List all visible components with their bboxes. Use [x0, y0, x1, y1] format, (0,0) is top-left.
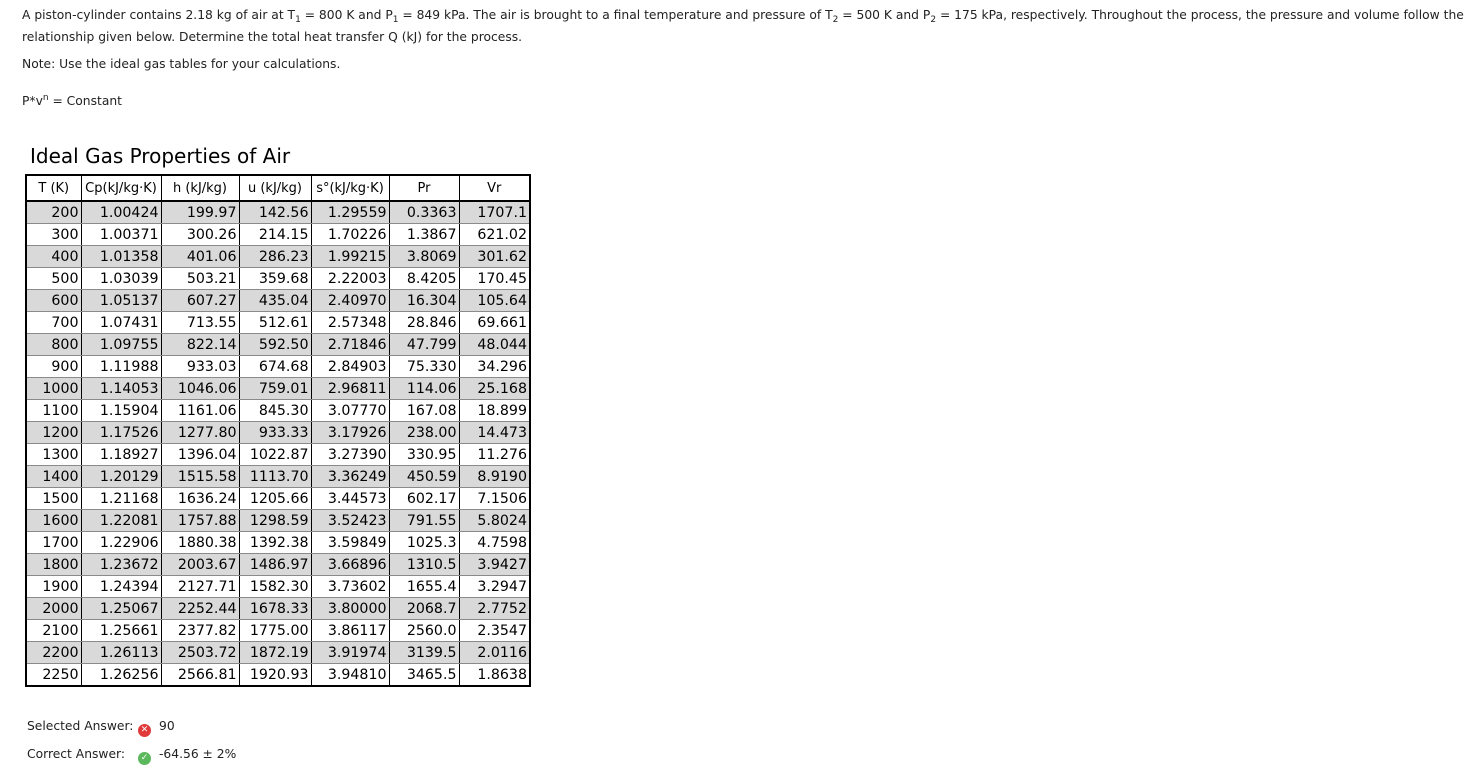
table-cell: 621.02 [459, 224, 530, 246]
table-cell: 3.59849 [311, 532, 389, 554]
table-row [26, 268, 530, 290]
table-cell: 2.7752 [459, 598, 530, 620]
table-cell: 2250 [26, 664, 81, 687]
column-header: u (kJ/kg) [239, 175, 311, 201]
table-cell: 1.24394 [81, 576, 161, 598]
table-cell: 512.61 [239, 312, 311, 334]
table-cell: 1.3867 [389, 224, 459, 246]
selected-answer-label: Selected Answer: [27, 719, 134, 733]
column-header: Vr [459, 175, 530, 201]
table-row [26, 576, 530, 598]
table-row [26, 532, 530, 554]
table-cell: 0.3363 [389, 201, 459, 224]
table-cell: 34.296 [459, 356, 530, 378]
table-cell: 592.50 [239, 334, 311, 356]
table-cell: 1.29559 [311, 201, 389, 224]
table-cell: 933.03 [161, 356, 239, 378]
table-cell: 1.18927 [81, 444, 161, 466]
table-cell: 2503.72 [161, 642, 239, 664]
table-cell: 1200 [26, 422, 81, 444]
table-cell: 8.4205 [389, 268, 459, 290]
table-cell: 1600 [26, 510, 81, 532]
table-cell: 1678.33 [239, 598, 311, 620]
table-cell: 170.45 [459, 268, 530, 290]
table-cell: 1.8638 [459, 664, 530, 687]
table-cell: 1.99215 [311, 246, 389, 268]
table-cell: 602.17 [389, 488, 459, 510]
table-cell: 933.33 [239, 422, 311, 444]
table-cell: 238.00 [389, 422, 459, 444]
column-header: h (kJ/kg) [161, 175, 239, 201]
table-row [26, 444, 530, 466]
table-cell: 2.57348 [311, 312, 389, 334]
table-cell: 1757.88 [161, 510, 239, 532]
table-cell: 2.71846 [311, 334, 389, 356]
table-cell: 2.22003 [311, 268, 389, 290]
table-cell: 1.22081 [81, 510, 161, 532]
table-cell: 2.84903 [311, 356, 389, 378]
table-cell: 3.27390 [311, 444, 389, 466]
table-cell: 2068.7 [389, 598, 459, 620]
table-header-row [26, 175, 530, 201]
table-cell: 2000 [26, 598, 81, 620]
table-row [26, 201, 530, 224]
table-cell: 75.330 [389, 356, 459, 378]
table-row [26, 664, 530, 687]
table-cell: 700 [26, 312, 81, 334]
table-cell: 1655.4 [389, 576, 459, 598]
table-cell: 3.36249 [311, 466, 389, 488]
table-cell: 3.66896 [311, 554, 389, 576]
table-cell: 1700 [26, 532, 81, 554]
correct-answer-value: -64.56 ± 2% [159, 747, 237, 761]
selected-answer [27, 719, 175, 737]
table-cell: 600 [26, 290, 81, 312]
table-cell: 1.05137 [81, 290, 161, 312]
table-row [26, 290, 530, 312]
question-text [22, 4, 1467, 48]
table-cell: 1.21168 [81, 488, 161, 510]
table-cell: 2100 [26, 620, 81, 642]
table-cell: 1.07431 [81, 312, 161, 334]
table-row [26, 510, 530, 532]
table-title: Ideal Gas Properties of Air [30, 144, 291, 168]
ideal-gas-table [25, 174, 531, 687]
table-cell: 300.26 [161, 224, 239, 246]
table-cell: 2566.81 [161, 664, 239, 687]
selected-answer-value: 90 [159, 719, 175, 733]
check-circle-icon: ✓ [138, 752, 151, 765]
table-row [26, 466, 530, 488]
table-cell: 1.00424 [81, 201, 161, 224]
table-cell: 1707.1 [459, 201, 530, 224]
table-cell: 3.44573 [311, 488, 389, 510]
table-cell: 28.846 [389, 312, 459, 334]
table-cell: 114.06 [389, 378, 459, 400]
table-cell: 1310.5 [389, 554, 459, 576]
table-cell: 1.20129 [81, 466, 161, 488]
table-cell: 791.55 [389, 510, 459, 532]
table-cell: 1392.38 [239, 532, 311, 554]
table-cell: 1.11988 [81, 356, 161, 378]
table-cell: 503.21 [161, 268, 239, 290]
question-paragraph: A piston-cylinder contains 2.18 kg of air at $T_1 = 800$ K and $P_1 = 849$ kPa. The air is brought to a final temperature and pressure of $T_2 = 500$ K and $P_2 = 175$ kPa, respectively. Throughout the process, the pressure and volume follow the relationship given below. Determine the total heat transfer Q (kJ) for the process. [22, 8, 1464, 44]
table-row [26, 554, 530, 576]
column-header: s°(kJ/kg·K) [311, 175, 389, 201]
table-cell: 900 [26, 356, 81, 378]
table-cell: 1.00371 [81, 224, 161, 246]
table-cell: 69.661 [459, 312, 530, 334]
table-cell: 822.14 [161, 334, 239, 356]
table-cell: 2.3547 [459, 620, 530, 642]
x-circle-icon: ✕ [138, 724, 151, 737]
table-cell: 200 [26, 201, 81, 224]
table-cell: 1.01358 [81, 246, 161, 268]
table-row [26, 312, 530, 334]
table-row [26, 334, 530, 356]
table-row [26, 246, 530, 268]
table-cell: 1205.66 [239, 488, 311, 510]
table-cell: 8.9190 [459, 466, 530, 488]
table-cell: 14.473 [459, 422, 530, 444]
table-cell: 1920.93 [239, 664, 311, 687]
column-header: Pr [389, 175, 459, 201]
table-cell: 2003.67 [161, 554, 239, 576]
table-cell: 4.7598 [459, 532, 530, 554]
table-row [26, 598, 530, 620]
table-cell: 3.86117 [311, 620, 389, 642]
table-cell: 3.91974 [311, 642, 389, 664]
table-cell: 25.168 [459, 378, 530, 400]
table-cell: 1.14053 [81, 378, 161, 400]
table-cell: 2.96811 [311, 378, 389, 400]
table-cell: 2252.44 [161, 598, 239, 620]
column-header: T (K) [26, 175, 81, 201]
table-cell: 435.04 [239, 290, 311, 312]
table-cell: 199.97 [161, 201, 239, 224]
table-cell: 301.62 [459, 246, 530, 268]
correct-answer [27, 747, 236, 765]
table-cell: 3139.5 [389, 642, 459, 664]
table-cell: 1025.3 [389, 532, 459, 554]
table-cell: 167.08 [389, 400, 459, 422]
table-cell: 1100 [26, 400, 81, 422]
table-cell: 3.80000 [311, 598, 389, 620]
table-cell: 2200 [26, 642, 81, 664]
table-row [26, 356, 530, 378]
table-cell: 607.27 [161, 290, 239, 312]
table-row [26, 620, 530, 642]
table-cell: 7.1506 [459, 488, 530, 510]
table-cell: 800 [26, 334, 81, 356]
table-cell: 3.17926 [311, 422, 389, 444]
table-cell: 1.09755 [81, 334, 161, 356]
table-cell: 674.68 [239, 356, 311, 378]
table-cell: 1515.58 [161, 466, 239, 488]
table-cell: 1486.97 [239, 554, 311, 576]
table-cell: 5.8024 [459, 510, 530, 532]
table-cell: 2.40970 [311, 290, 389, 312]
table-cell: 400 [26, 246, 81, 268]
column-header: Cp(kJ/kg·K) [81, 175, 161, 201]
table-cell: 450.59 [389, 466, 459, 488]
table-cell: 1500 [26, 488, 81, 510]
table-cell: 1.15904 [81, 400, 161, 422]
table-cell: 1113.70 [239, 466, 311, 488]
table-cell: 1582.30 [239, 576, 311, 598]
table-row [26, 488, 530, 510]
table-cell: 1300 [26, 444, 81, 466]
table-cell: 2377.82 [161, 620, 239, 642]
table-cell: 1636.24 [161, 488, 239, 510]
table-cell: 330.95 [389, 444, 459, 466]
table-cell: 1.25067 [81, 598, 161, 620]
table-cell: 1880.38 [161, 532, 239, 554]
table-cell: 401.06 [161, 246, 239, 268]
table-cell: 845.30 [239, 400, 311, 422]
table-cell: 3465.5 [389, 664, 459, 687]
table-cell: 11.276 [459, 444, 530, 466]
table-cell: 1900 [26, 576, 81, 598]
table-cell: 713.55 [161, 312, 239, 334]
table-row [26, 642, 530, 664]
table-cell: 286.23 [239, 246, 311, 268]
table-cell: 105.64 [459, 290, 530, 312]
table-cell: 3.07770 [311, 400, 389, 422]
table-cell: 359.68 [239, 268, 311, 290]
table-cell: 2127.71 [161, 576, 239, 598]
table-cell: 1396.04 [161, 444, 239, 466]
table-cell: 2.0116 [459, 642, 530, 664]
table-cell: 1800 [26, 554, 81, 576]
table-cell: 3.8069 [389, 246, 459, 268]
table-cell: 1775.00 [239, 620, 311, 642]
table-cell: 16.304 [389, 290, 459, 312]
table-cell: 3.9427 [459, 554, 530, 576]
table-cell: 1.26256 [81, 664, 161, 687]
table-cell: 3.2947 [459, 576, 530, 598]
table-cell: 500 [26, 268, 81, 290]
table-row [26, 378, 530, 400]
formula: $P*v^n$ = Constant [22, 93, 122, 108]
table-cell: 1.26113 [81, 642, 161, 664]
table-cell: 1872.19 [239, 642, 311, 664]
table-cell: 1.22906 [81, 532, 161, 554]
table-cell: 47.799 [389, 334, 459, 356]
table-cell: 1298.59 [239, 510, 311, 532]
correct-answer-label: Correct Answer: [27, 747, 126, 761]
table-cell: 48.044 [459, 334, 530, 356]
table-cell: 18.899 [459, 400, 530, 422]
table-cell: 1.25661 [81, 620, 161, 642]
table-cell: 2560.0 [389, 620, 459, 642]
table-row [26, 422, 530, 444]
table-cell: 1161.06 [161, 400, 239, 422]
table-cell: 1.23672 [81, 554, 161, 576]
table-cell: 1.03039 [81, 268, 161, 290]
table-cell: 1277.80 [161, 422, 239, 444]
table-row [26, 400, 530, 422]
question-note: Note: Use the ideal gas tables for your calculations. [22, 57, 341, 71]
table-cell: 300 [26, 224, 81, 246]
table-cell: 1046.06 [161, 378, 239, 400]
table-cell: 1.70226 [311, 224, 389, 246]
table-cell: 1.17526 [81, 422, 161, 444]
table-cell: 142.56 [239, 201, 311, 224]
table-cell: 3.52423 [311, 510, 389, 532]
table-cell: 214.15 [239, 224, 311, 246]
table-cell: 1000 [26, 378, 81, 400]
table-row [26, 224, 530, 246]
table-cell: 1400 [26, 466, 81, 488]
table-cell: 3.94810 [311, 664, 389, 687]
table-cell: 1022.87 [239, 444, 311, 466]
table-cell: 759.01 [239, 378, 311, 400]
table-cell: 3.73602 [311, 576, 389, 598]
table-body [26, 201, 530, 686]
